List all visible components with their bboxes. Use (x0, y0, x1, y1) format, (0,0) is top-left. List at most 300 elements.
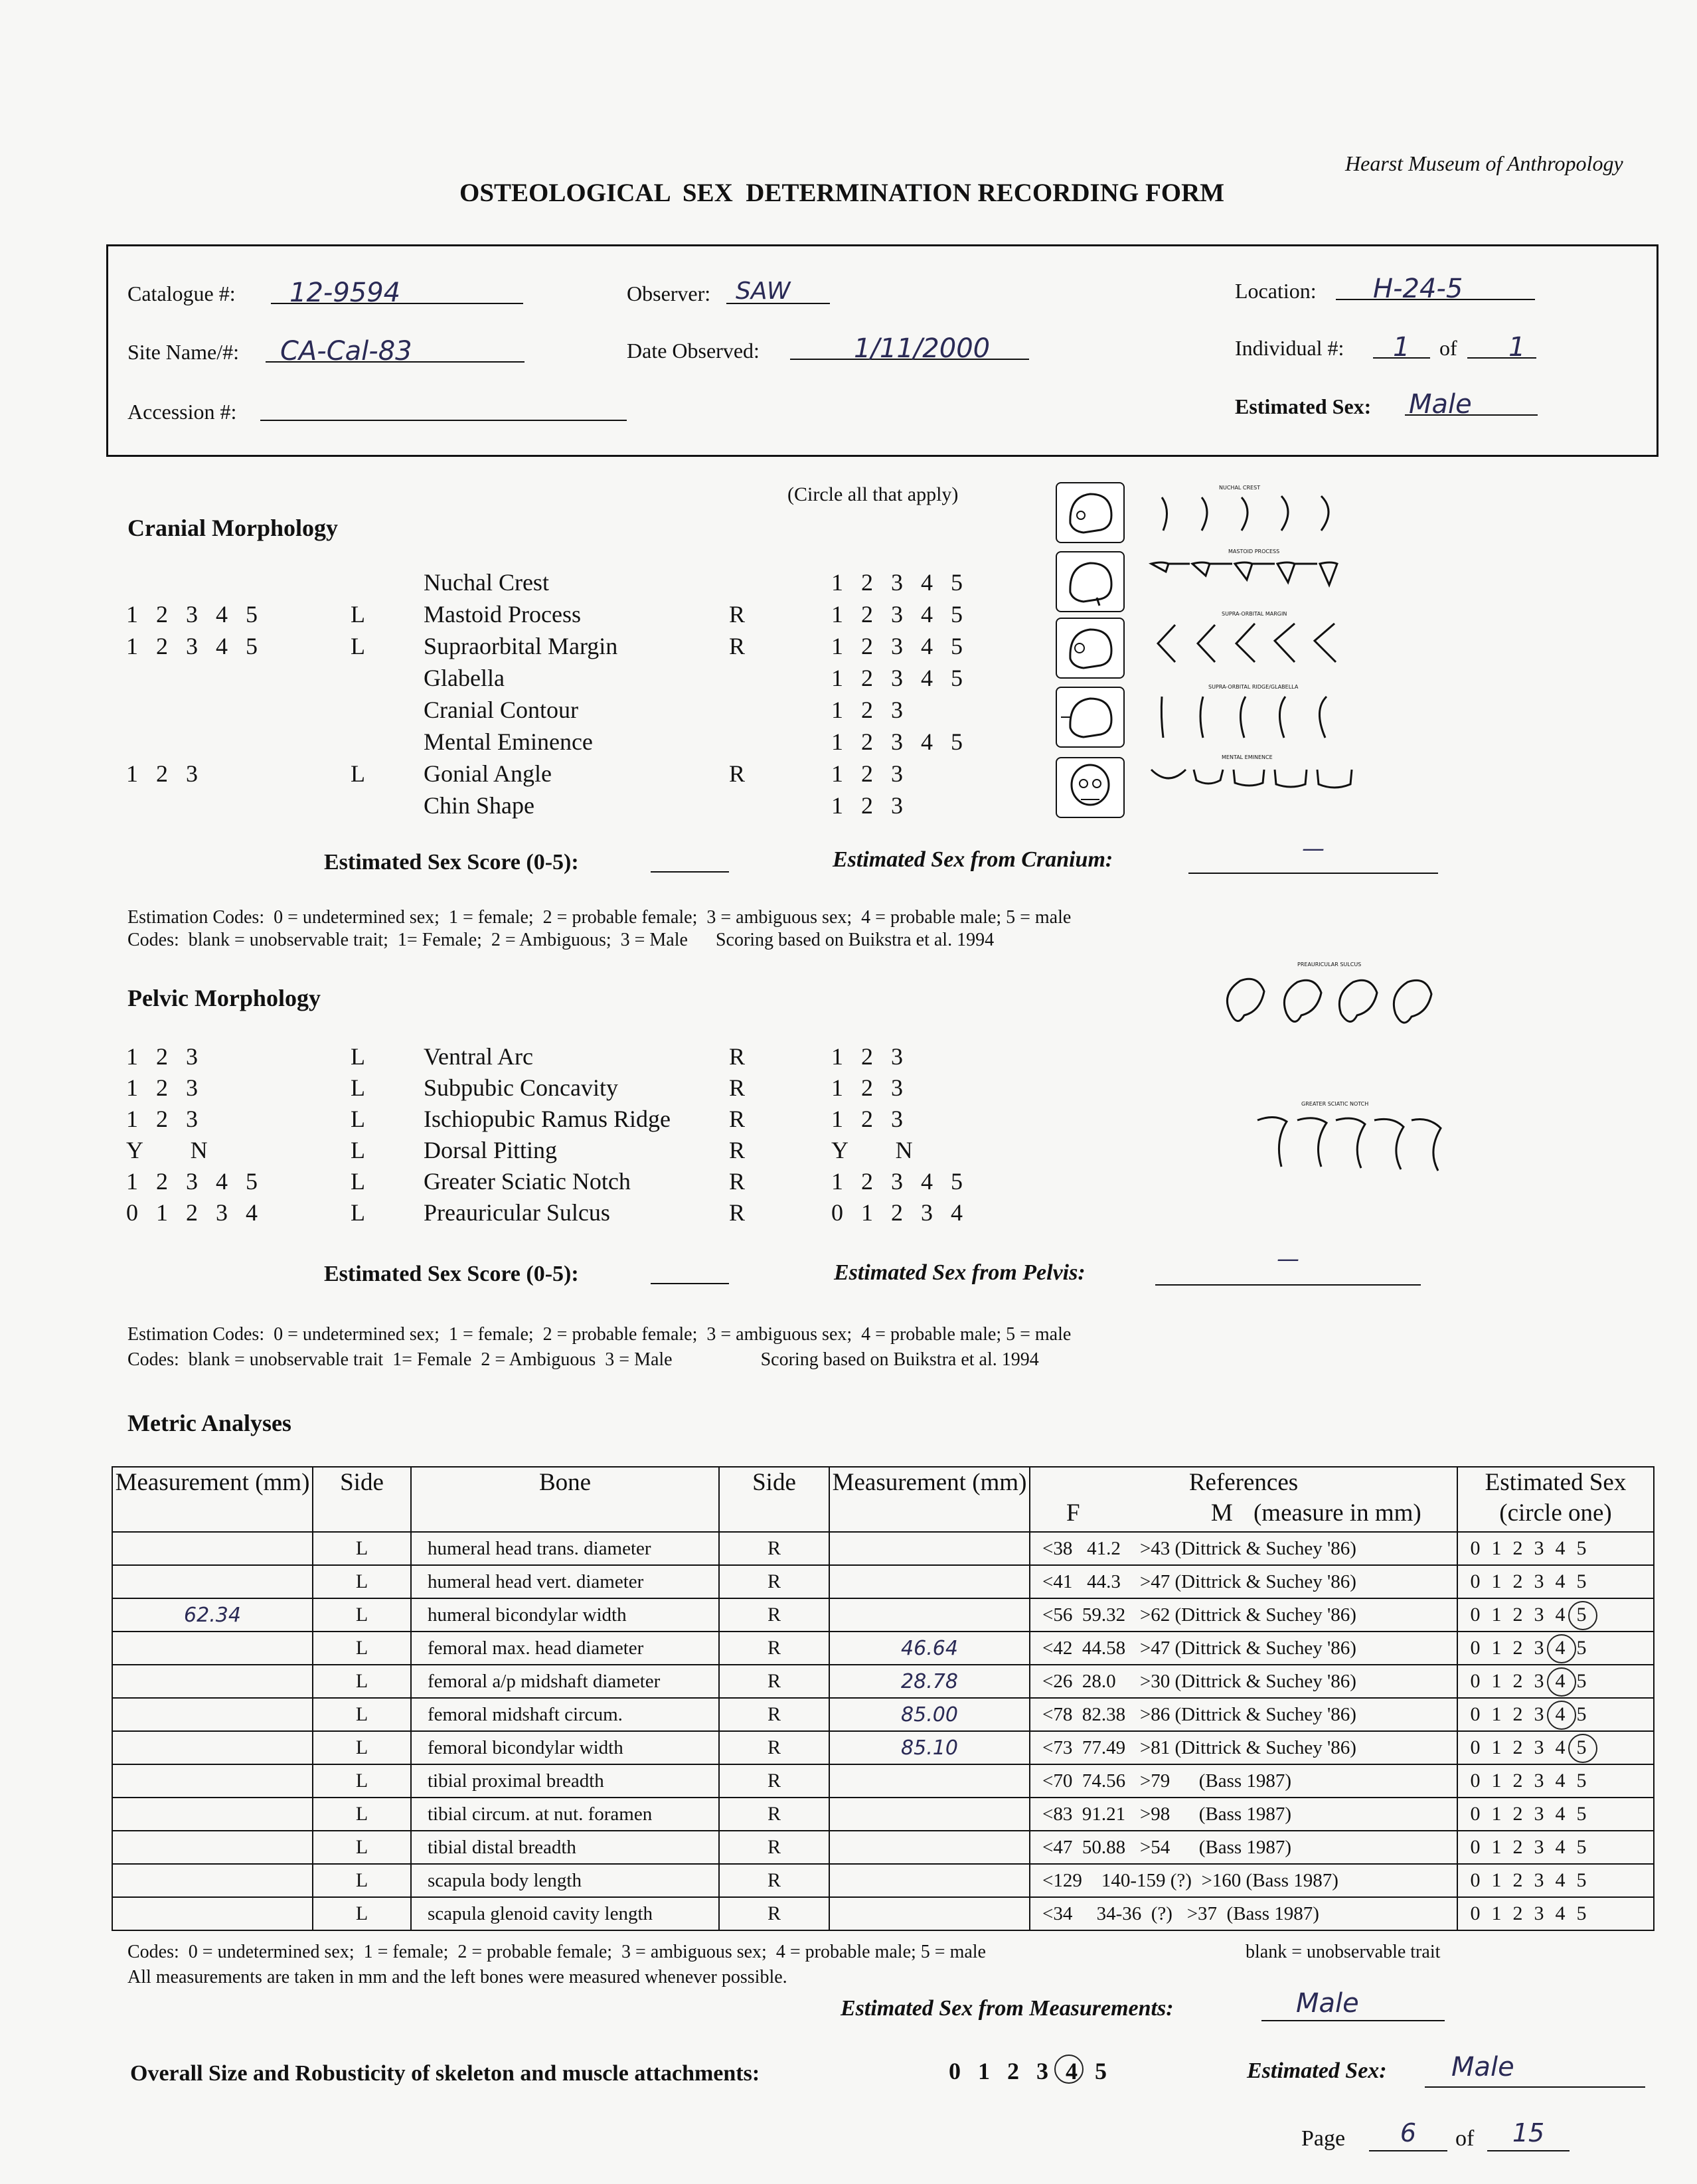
robusticity-option[interactable]: 2 (1007, 2058, 1019, 2084)
sex-score-option[interactable]: 3 (1534, 1836, 1544, 1858)
trait-name: Subpubic Concavity (424, 1074, 618, 1101)
trait-name: Preauricular Sulcus (424, 1199, 610, 1226)
right-scores[interactable]: 1 2 3 (831, 792, 903, 819)
sex-score-option[interactable]: 5 (1576, 1803, 1587, 1825)
observer-value: SAW (736, 278, 791, 305)
header-measurement-left (112, 1467, 313, 1532)
cranial-score-field[interactable] (651, 871, 729, 873)
bone-cell: scapula body length (411, 1864, 719, 1897)
left-side: L (351, 1137, 365, 1163)
cranial-from-label: Estimated Sex from Cranium: (833, 847, 1113, 872)
side-right-cell: R (719, 1864, 829, 1897)
header-measurement-right (829, 1467, 1030, 1532)
side-left-cell: L (313, 1798, 411, 1831)
left-scores[interactable]: 1 2 3 (126, 1074, 198, 1101)
pelvic-from-field[interactable] (1155, 1246, 1421, 1286)
robusticity-option[interactable]: 4 (1057, 2057, 1086, 2085)
robusticity-option[interactable]: 1 (978, 2058, 990, 2084)
sex-score-option[interactable]: 2 (1512, 1703, 1523, 1725)
metric-table (112, 1466, 1655, 1931)
individual-total-field[interactable] (1467, 332, 1536, 363)
pelvic-from-value: — (1277, 1246, 1299, 1272)
estimated-sex-cell[interactable] (1457, 1632, 1654, 1665)
metric-body (112, 1532, 1654, 1930)
sex-score-option[interactable]: 2 (1512, 1836, 1523, 1858)
sex-score-option[interactable]: 5 (1576, 1670, 1587, 1692)
right-scores[interactable]: Y N (831, 1137, 913, 1163)
side-right-cell: R (719, 1897, 829, 1930)
sex-score-option[interactable]: 3 (1534, 1869, 1544, 1891)
reference-cell: <34 34-36 (?) >37 (Bass 1987) (1030, 1897, 1457, 1930)
measurement-right-cell[interactable]: 28.78 (829, 1665, 1030, 1698)
measurement-right-cell[interactable] (829, 1565, 1030, 1598)
sex-score-option[interactable]: 3 (1534, 1736, 1544, 1758)
sex-score-option[interactable]: 0 (1470, 1736, 1481, 1758)
sex-score-option[interactable]: 4 (1550, 1637, 1571, 1659)
right-scores[interactable]: 0 1 2 3 4 (831, 1199, 963, 1226)
header-ref-note: (measure in mm) (1253, 1499, 1421, 1527)
trait-name: Ventral Arc (424, 1043, 533, 1070)
table-row (112, 1532, 1654, 1565)
right-scores[interactable]: 1 2 3 4 5 (831, 728, 963, 755)
mastoid-process-sketch (1149, 548, 1368, 598)
sex-score-option[interactable]: 2 (1512, 1604, 1523, 1626)
sex-score-option[interactable]: 0 (1470, 1703, 1481, 1725)
header-bone (411, 1467, 719, 1532)
measurement-right-cell[interactable] (829, 1598, 1030, 1632)
sketch-label-nuchal: NUCHAL CREST (1219, 485, 1261, 491)
pelvic-codes-1: Estimation Codes: 0 = undetermined sex; 1 = female; 2 = probable female; 3 = ambiguous sex; 4 = probable male; 5 = male (127, 1324, 1072, 1345)
circle-note: (Circle all that apply) (787, 483, 959, 505)
measurement-right-cell[interactable]: 85.10 (829, 1731, 1030, 1764)
sex-score-option[interactable]: 0 (1470, 1803, 1481, 1825)
sex-score-option[interactable]: 2 (1512, 1736, 1523, 1758)
side-left-cell: L (313, 1864, 411, 1897)
estsex-value: Male (1409, 389, 1472, 420)
page-number: 6 (1400, 2118, 1417, 2147)
sex-score-option[interactable]: 5 (1576, 1637, 1587, 1659)
sketch-label-supraorbital: SUPRA-ORBITAL MARGIN (1222, 611, 1287, 617)
measurement-left-cell[interactable] (112, 1764, 313, 1798)
sex-score-option[interactable]: 5 (1576, 1869, 1587, 1891)
measurement-left-cell[interactable] (112, 1698, 313, 1731)
metric-title: Metric Analyses (127, 1410, 291, 1436)
right-side: R (729, 633, 746, 659)
sex-score-option[interactable]: 2 (1512, 1902, 1523, 1924)
trait-name: Dorsal Pitting (424, 1137, 558, 1163)
sex-score-option[interactable]: 3 (1534, 1670, 1544, 1692)
table-row (112, 1831, 1654, 1864)
skull-frontal-icon (1056, 757, 1125, 818)
accession-label: Accession #: (127, 400, 237, 424)
cranial-score-label: Estimated Sex Score (0-5): (324, 850, 579, 875)
right-side: R (729, 601, 746, 628)
right-side: R (729, 760, 746, 787)
trait-name: Chin Shape (424, 792, 534, 819)
sex-score-option[interactable]: 4 (1555, 1604, 1566, 1626)
overall-label: Overall Size and Robusticity of skeleton and muscle attachments: (130, 2061, 760, 2086)
table-row (112, 1731, 1654, 1764)
trait-name: Nuchal Crest (424, 569, 549, 596)
sex-score-option[interactable]: 1 (1491, 1670, 1502, 1692)
measurement-left-cell[interactable] (112, 1731, 313, 1764)
header-side-right (719, 1467, 829, 1532)
location-field[interactable] (1336, 274, 1535, 304)
left-scores[interactable]: 1 2 3 (126, 760, 198, 787)
overall-estsex-label: Estimated Sex: (1247, 2058, 1387, 2083)
sex-score-option[interactable]: 5 (1576, 1537, 1587, 1559)
side-right-cell: R (719, 1764, 829, 1798)
header-ref-f: F (1066, 1499, 1080, 1527)
estimated-sex-cell[interactable] (1457, 1731, 1654, 1764)
trait-name: Cranial Contour (424, 697, 578, 723)
measurement-left-cell[interactable] (112, 1532, 313, 1565)
sex-score-option[interactable]: 4 (1550, 1703, 1571, 1726)
estimated-sex-cell[interactable] (1457, 1698, 1654, 1731)
individual-field[interactable] (1373, 332, 1430, 363)
sex-score-option[interactable]: 2 (1512, 1537, 1523, 1559)
left-scores[interactable]: 1 2 3 4 5 (126, 633, 258, 659)
pelvic-title: Pelvic Morphology (127, 985, 321, 1011)
side-right-cell: R (719, 1731, 829, 1764)
right-scores[interactable]: 1 2 3 4 5 (831, 665, 963, 691)
side-right-cell: R (719, 1598, 829, 1632)
right-scores[interactable]: 1 2 3 4 5 (831, 633, 963, 659)
measurement-left-cell[interactable] (112, 1897, 313, 1930)
sex-score-option[interactable]: 0 (1470, 1869, 1481, 1891)
of-label: of (1439, 336, 1457, 360)
side-left-cell: L (313, 1665, 411, 1698)
page-total-field[interactable] (1487, 2118, 1570, 2151)
mental-eminence-sketch (1149, 754, 1368, 810)
robusticity-option[interactable]: 3 (1036, 2058, 1048, 2084)
individual-value: 1 (1393, 332, 1410, 363)
header-estsex-note: (circle one) (1499, 1499, 1612, 1527)
header-references-text: References (1188, 1469, 1299, 1496)
reference-cell: <42 44.58 >47 (Dittrick & Suchey '86) (1030, 1632, 1457, 1665)
bone-cell: femoral midshaft circum. (411, 1698, 719, 1731)
side-left-cell: L (313, 1532, 411, 1565)
header-bone-text: Bone (538, 1469, 592, 1496)
header-side-left-text: Side (340, 1469, 384, 1496)
side-right-cell: R (719, 1831, 829, 1864)
estimated-sex-cell[interactable] (1457, 1864, 1654, 1897)
right-scores[interactable]: 1 2 3 (831, 1074, 903, 1101)
preauricular-sketch (1218, 962, 1463, 1044)
sex-score-option[interactable]: 0 (1470, 1770, 1481, 1792)
header-measurement-left-text: Measurement (mm) (115, 1469, 310, 1496)
sex-score-option[interactable]: 3 (1534, 1770, 1544, 1792)
bone-cell: humeral head trans. diameter (411, 1532, 719, 1565)
sex-score-option[interactable]: 1 (1491, 1869, 1502, 1891)
sex-score-option[interactable]: 1 (1491, 1803, 1502, 1825)
sex-score-option[interactable]: 0 (1470, 1902, 1481, 1924)
bone-cell: tibial distal breadth (411, 1831, 719, 1864)
sex-score-option[interactable]: 3 (1534, 1604, 1544, 1626)
header-references (1030, 1467, 1457, 1532)
left-scores[interactable]: 0 1 2 3 4 (126, 1199, 258, 1226)
left-side: L (351, 1074, 365, 1101)
sex-score-option[interactable]: 3 (1534, 1570, 1544, 1592)
sex-score-option[interactable]: 4 (1550, 1670, 1571, 1693)
sex-score-option[interactable]: 0 (1470, 1836, 1481, 1858)
left-side: L (351, 1106, 365, 1132)
sex-score-option[interactable]: 2 (1512, 1670, 1523, 1692)
bone-cell: scapula glenoid cavity length (411, 1897, 719, 1930)
date-label: Date Observed: (627, 339, 760, 363)
overall-scale[interactable] (940, 2057, 1115, 2085)
measurement-right-cell[interactable]: 85.00 (829, 1698, 1030, 1731)
estimated-sex-cell[interactable] (1457, 1831, 1654, 1864)
sex-score-option[interactable]: 2 (1512, 1869, 1523, 1891)
estimated-sex-cell[interactable] (1457, 1897, 1654, 1930)
trait-name: Ischiopubic Ramus Ridge (424, 1106, 671, 1132)
side-left-cell: L (313, 1632, 411, 1665)
date-value: 1/11/2000 (854, 333, 991, 364)
metric-codes-1-right: blank = unobservable trait (1246, 1942, 1441, 1962)
robusticity-option[interactable]: 0 (949, 2058, 961, 2084)
header-side-right-text: Side (752, 1469, 796, 1496)
left-scores[interactable]: 1 2 3 (126, 1106, 198, 1132)
right-scores[interactable]: 1 2 3 4 5 (831, 601, 963, 628)
sex-score-option[interactable]: 5 (1571, 1604, 1592, 1626)
sex-score-option[interactable]: 2 (1512, 1570, 1523, 1592)
cranial-codes-2: Codes: blank = unobservable trait; 1= Female; 2 = Ambiguous; 3 = Male Scoring based on Buikstra et al. 1994 (127, 930, 995, 950)
right-scores[interactable]: 1 2 3 (831, 1043, 903, 1070)
measurement-right-cell[interactable] (829, 1831, 1030, 1864)
pelvic-score-field[interactable] (651, 1283, 729, 1284)
observer-field[interactable] (726, 278, 830, 304)
sex-score-option[interactable]: 4 (1555, 1770, 1566, 1792)
supraorbital-sketch (1149, 611, 1361, 673)
left-side: L (351, 633, 365, 659)
left-side: L (351, 760, 365, 787)
bone-cell: femoral bicondylar width (411, 1731, 719, 1764)
sex-score-option[interactable]: 5 (1576, 1703, 1587, 1725)
skull-nuchal-icon (1056, 482, 1125, 543)
measurement-right-cell[interactable] (829, 1532, 1030, 1565)
side-left-cell: L (313, 1897, 411, 1930)
estsex-field[interactable] (1405, 389, 1538, 420)
sex-score-option[interactable]: 2 (1512, 1803, 1523, 1825)
sex-score-option[interactable]: 0 (1470, 1637, 1481, 1659)
sex-score-option[interactable]: 0 (1470, 1604, 1481, 1626)
table-row (112, 1764, 1654, 1798)
metric-codes-2: All measurements are taken in mm and the left bones were measured whenever possible. (127, 1967, 787, 1987)
header-estsex-text: Estimated Sex (1485, 1469, 1627, 1496)
left-side: L (351, 1199, 365, 1226)
estimated-sex-cell[interactable] (1457, 1565, 1654, 1598)
sex-score-option[interactable]: 5 (1576, 1770, 1587, 1792)
sex-score-option[interactable]: 5 (1576, 1902, 1587, 1924)
side-left-cell: L (313, 1764, 411, 1798)
right-side: R (729, 1106, 746, 1132)
table-row (112, 1798, 1654, 1831)
pelvic-score-label: Estimated Sex Score (0-5): (324, 1262, 579, 1286)
site-label: Site Name/#: (127, 340, 239, 364)
side-right-cell: R (719, 1698, 829, 1731)
nuchal-crest-sketch (1155, 485, 1368, 541)
individual-label: Individual #: (1235, 336, 1344, 360)
sex-score-option[interactable]: 1 (1491, 1902, 1502, 1924)
trait-name: Greater Sciatic Notch (424, 1168, 631, 1195)
sex-score-option[interactable]: 1 (1491, 1537, 1502, 1559)
right-scores[interactable]: 1 2 3 (831, 760, 903, 787)
estimated-sex-cell[interactable] (1457, 1798, 1654, 1831)
estimated-sex-cell[interactable] (1457, 1598, 1654, 1632)
side-left-cell: L (313, 1698, 411, 1731)
measurement-right-cell[interactable] (829, 1897, 1030, 1930)
header-estsex (1457, 1467, 1654, 1532)
table-row (112, 1565, 1654, 1598)
measurement-left-cell[interactable] (112, 1798, 313, 1831)
page-total: 15 (1512, 2118, 1545, 2147)
left-scores[interactable]: Y N (126, 1137, 208, 1163)
observer-label: Observer: (627, 282, 711, 305)
sketch-label-glabella: SUPRA-ORBITAL RIDGE/GLABELLA (1208, 684, 1299, 690)
measurement-left-cell[interactable] (112, 1831, 313, 1864)
sex-score-option[interactable]: 2 (1512, 1637, 1523, 1659)
measurement-left-cell[interactable] (112, 1632, 313, 1665)
sex-score-option[interactable]: 1 (1491, 1736, 1502, 1758)
side-left-cell: L (313, 1731, 411, 1764)
sex-score-option[interactable]: 3 (1534, 1902, 1544, 1924)
reference-cell: <56 59.32 >62 (Dittrick & Suchey '86) (1030, 1598, 1457, 1632)
sex-score-option[interactable]: 2 (1512, 1770, 1523, 1792)
pelvic-from-label: Estimated Sex from Pelvis: (834, 1260, 1086, 1285)
reference-cell: <26 28.0 >30 (Dittrick & Suchey '86) (1030, 1665, 1457, 1698)
estimated-sex-cell[interactable] (1457, 1665, 1654, 1698)
sex-score-option[interactable]: 3 (1534, 1803, 1544, 1825)
skull-glabella-icon (1056, 687, 1125, 748)
side-left-cell: L (313, 1565, 411, 1598)
table-row (112, 1665, 1654, 1698)
form-title: OSTEOLOGICAL SEX DETERMINATION RECORDING FORM (459, 179, 1225, 207)
measurement-right-cell[interactable] (829, 1864, 1030, 1897)
right-scores[interactable]: 1 2 3 4 5 (831, 569, 963, 596)
sex-score-option[interactable]: 5 (1576, 1570, 1587, 1592)
sex-score-option[interactable]: 1 (1491, 1637, 1502, 1659)
left-scores[interactable]: 1 2 3 (126, 1043, 198, 1070)
right-scores[interactable]: 1 2 3 4 5 (831, 1168, 963, 1195)
trait-name: Supraorbital Margin (424, 633, 618, 659)
left-side: L (351, 1043, 365, 1070)
sketch-label-sciatic: GREATER SCIATIC NOTCH (1301, 1101, 1369, 1107)
sex-score-option[interactable]: 4 (1555, 1570, 1566, 1592)
catalogue-field[interactable] (271, 278, 523, 308)
sex-score-option[interactable]: 5 (1571, 1736, 1592, 1759)
header-side-left (313, 1467, 411, 1532)
sex-score-option[interactable]: 3 (1534, 1537, 1544, 1559)
bone-cell: tibial circum. at nut. foramen (411, 1798, 719, 1831)
sex-score-option[interactable]: 4 (1555, 1902, 1566, 1924)
table-row (112, 1598, 1654, 1632)
sex-score-option[interactable]: 4 (1555, 1736, 1566, 1758)
sex-score-option[interactable]: 1 (1491, 1604, 1502, 1626)
page-label: Page (1301, 2126, 1346, 2151)
trait-name: Glabella (424, 665, 505, 691)
cranial-from-value: — (1302, 835, 1325, 862)
sex-score-option[interactable]: 3 (1534, 1703, 1544, 1725)
sex-score-option[interactable]: 1 (1491, 1836, 1502, 1858)
table-row (112, 1864, 1654, 1897)
sex-score-option[interactable]: 0 (1470, 1570, 1481, 1592)
individual-total: 1 (1508, 332, 1526, 363)
sketch-label-mastoid: MASTOID PROCESS (1228, 548, 1280, 554)
skull-mastoid-icon (1056, 551, 1125, 612)
measurement-right-cell[interactable] (829, 1764, 1030, 1798)
reference-cell: <78 82.38 >86 (Dittrick & Suchey '86) (1030, 1698, 1457, 1731)
table-row (112, 1632, 1654, 1665)
side-right-cell: R (719, 1565, 829, 1598)
overall-estsex-field[interactable] (1425, 2052, 1645, 2088)
sex-score-option[interactable]: 1 (1491, 1770, 1502, 1792)
right-side: R (729, 1137, 746, 1163)
estimated-sex-cell[interactable] (1457, 1764, 1654, 1798)
site-value: CA-Cal-83 (280, 336, 412, 367)
side-left-cell: L (313, 1598, 411, 1632)
header-ref-m: M (1210, 1499, 1233, 1527)
sex-score-option[interactable]: 0 (1470, 1670, 1481, 1692)
trait-name: Gonial Angle (424, 760, 552, 787)
sex-score-option[interactable]: 4 (1555, 1537, 1566, 1559)
sex-score-option[interactable]: 1 (1491, 1570, 1502, 1592)
reference-cell: <47 50.88 >54 (Bass 1987) (1030, 1831, 1457, 1864)
measurement-left-cell[interactable]: 62.34 (112, 1598, 313, 1632)
accession-field[interactable] (260, 394, 627, 421)
date-field[interactable] (790, 333, 1029, 364)
location-value: H-24-5 (1373, 274, 1463, 304)
bone-cell: humeral head vert. diameter (411, 1565, 719, 1598)
right-scores[interactable]: 1 2 3 (831, 1106, 903, 1132)
measurement-left-cell[interactable] (112, 1565, 313, 1598)
left-scores[interactable]: 1 2 3 4 5 (126, 601, 258, 628)
cranial-from-field[interactable] (1188, 835, 1438, 874)
measurement-right-cell[interactable]: 46.64 (829, 1632, 1030, 1665)
site-field[interactable] (266, 336, 525, 367)
reference-cell: <41 44.3 >47 (Dittrick & Suchey '86) (1030, 1565, 1457, 1598)
reference-cell: <83 91.21 >98 (Bass 1987) (1030, 1798, 1457, 1831)
sketch-label-mental: MENTAL EMINENCE (1222, 754, 1273, 760)
page-number-field[interactable] (1369, 2118, 1447, 2151)
measurement-right-cell[interactable] (829, 1798, 1030, 1831)
right-scores[interactable]: 1 2 3 (831, 697, 903, 723)
left-scores[interactable]: 1 2 3 4 5 (126, 1168, 258, 1195)
sex-score-option[interactable]: 1 (1491, 1703, 1502, 1725)
sex-score-option[interactable]: 4 (1555, 1869, 1566, 1891)
side-right-cell: R (719, 1532, 829, 1565)
glabella-sketch (1149, 684, 1361, 746)
sex-score-option[interactable]: 4 (1555, 1836, 1566, 1858)
estimated-sex-cell[interactable] (1457, 1532, 1654, 1565)
sex-score-option[interactable]: 0 (1470, 1537, 1481, 1559)
side-right-cell: R (719, 1665, 829, 1698)
measurement-left-cell[interactable] (112, 1864, 313, 1897)
catalogue-value: 12-9594 (289, 278, 401, 308)
robusticity-option[interactable]: 5 (1095, 2058, 1107, 2084)
right-side: R (729, 1043, 746, 1070)
sex-score-option[interactable]: 5 (1576, 1836, 1587, 1858)
page-of-label: of (1455, 2126, 1475, 2151)
measurement-left-cell[interactable] (112, 1665, 313, 1698)
location-label: Location: (1235, 279, 1317, 303)
metric-from-field[interactable] (1261, 1988, 1445, 2021)
header-measurement-right-text: Measurement (mm) (832, 1469, 1027, 1496)
sex-score-option[interactable]: 3 (1534, 1637, 1544, 1659)
sex-score-option[interactable]: 4 (1555, 1803, 1566, 1825)
side-right-cell: R (719, 1798, 829, 1831)
institution-name: Hearst Museum of Anthropology (1345, 151, 1623, 175)
